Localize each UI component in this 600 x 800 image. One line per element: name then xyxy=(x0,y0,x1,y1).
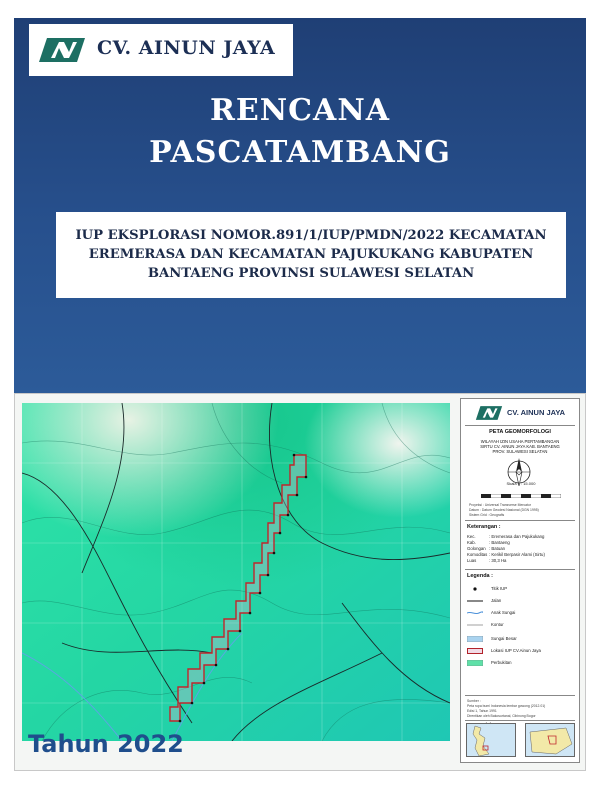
info-value: : Batuan xyxy=(489,546,506,551)
info-value: : Eremerasa dan Pajukukang xyxy=(489,534,545,539)
document-title-line1: RENCANA xyxy=(209,93,391,128)
legend-company-name: CV. AINUN JAYA xyxy=(507,408,566,417)
legend-item xyxy=(467,659,579,668)
legend-item xyxy=(467,585,579,594)
legend-divider xyxy=(465,569,575,570)
inset-map-canvas xyxy=(467,724,516,757)
info-row xyxy=(467,552,545,557)
river-fill-symbol-icon xyxy=(467,636,483,642)
projection-line3: Sistem Grid : Geografis xyxy=(469,513,505,517)
info-row xyxy=(467,546,505,551)
info-key: Komoditas xyxy=(467,552,488,557)
contour-symbol-icon xyxy=(467,622,483,628)
info-key: Luas xyxy=(467,558,477,563)
iup-area-symbol-icon xyxy=(467,648,483,654)
iup-info-box xyxy=(56,212,566,298)
map-subtitle-line3: PROV. SULAWESI SELATAN xyxy=(492,449,548,454)
keterangan-title: Keterangan : xyxy=(467,524,501,530)
iup-line3: BANTAENG PROVINSI SULAWESI SELATAN xyxy=(147,266,475,281)
map-title: PETA GEOMORFOLOGI xyxy=(489,429,551,435)
map-subtitle xyxy=(463,439,577,454)
map-scale: Skala 1 : 15.000 xyxy=(506,481,536,486)
info-row xyxy=(467,558,506,563)
iup-text xyxy=(56,226,566,283)
legend-label: Kontur xyxy=(491,622,504,627)
map-legend-panel xyxy=(460,398,580,763)
info-row xyxy=(467,540,510,545)
legend-item xyxy=(467,647,579,656)
info-row xyxy=(467,534,544,539)
company-logo-icon xyxy=(39,36,85,64)
iup-line2: EREMERASA DAN KECAMATAN PAJUKUKANG KABUPATEN xyxy=(88,247,534,262)
source-line1: Peta rupa bumi Indonesia lembar gowong (2012.01) xyxy=(467,704,546,708)
legend-label: Titik IUP xyxy=(491,586,508,591)
hill-fill-symbol-icon xyxy=(467,660,483,666)
legend-label: Lokasi IUP CV.Ainun Jaya xyxy=(491,648,541,653)
iup-line1: IUP EKSPLORASI NOMOR.891/1/IUP/PMDN/2022 KECAMATAN xyxy=(75,228,547,243)
source-line2: Edisi 1, Tahun 1991 xyxy=(467,709,497,713)
map-canvas xyxy=(22,403,450,741)
legend-label: Sungai Besar xyxy=(491,636,517,641)
legend-logo-icon xyxy=(475,405,503,421)
company-name: CV. AINUN JAYA xyxy=(97,37,276,59)
company-logo-box xyxy=(29,24,293,76)
map-subtitle-line2: SIRTU CV. AINUN JAYA KAB. BANTAENG xyxy=(480,444,560,449)
year-label: Tahun 2022 xyxy=(28,730,184,758)
map-subtitle-line1: WILAYAH IZIN USAHA PERTAMBANGAN xyxy=(480,439,560,444)
legend-item xyxy=(467,621,579,630)
legend-divider xyxy=(465,425,575,426)
info-key: Golongan xyxy=(467,546,486,551)
info-value: : Bantaeng xyxy=(489,540,510,545)
projection-line2: Datum : Datum Geodesi Nasional (DGN 1995) xyxy=(469,508,539,512)
inset-map-sulawesi xyxy=(466,723,516,757)
legend-divider xyxy=(465,695,575,696)
point-symbol-icon xyxy=(467,586,483,592)
info-value: : 30,3 Ha xyxy=(489,558,507,563)
source-line3: Direntikan oleh Bakosurtanal, Cibinong Bogor xyxy=(467,714,536,718)
legend-item xyxy=(467,609,579,618)
legenda-title: Legenda : xyxy=(467,573,493,579)
legend-divider xyxy=(465,520,575,521)
road-symbol-icon xyxy=(467,598,483,604)
info-value: : Kerikil Berpasir Alami (Sirtu) xyxy=(489,552,545,557)
source-title: Sumber : xyxy=(467,699,481,703)
legend-label: Perbukitan xyxy=(491,660,512,665)
legend-divider xyxy=(465,720,575,721)
legend-item xyxy=(467,635,579,644)
inset-map-bantaeng xyxy=(525,723,575,757)
projection-line1: Proyeksi : Universal Transverse Mercator xyxy=(469,503,531,507)
info-key: Kec. xyxy=(467,534,476,539)
scale-bar xyxy=(481,494,561,498)
info-key: Kab. xyxy=(467,540,476,545)
legend-item xyxy=(467,597,579,606)
geomorphology-map xyxy=(22,403,450,741)
legend-label: Jalan xyxy=(491,598,502,603)
legend-label: Anak Sungai xyxy=(491,610,516,615)
inset-map-canvas xyxy=(526,724,575,757)
river-symbol-icon xyxy=(467,610,483,616)
document-title-line2: PASCATAMBANG xyxy=(149,135,451,170)
